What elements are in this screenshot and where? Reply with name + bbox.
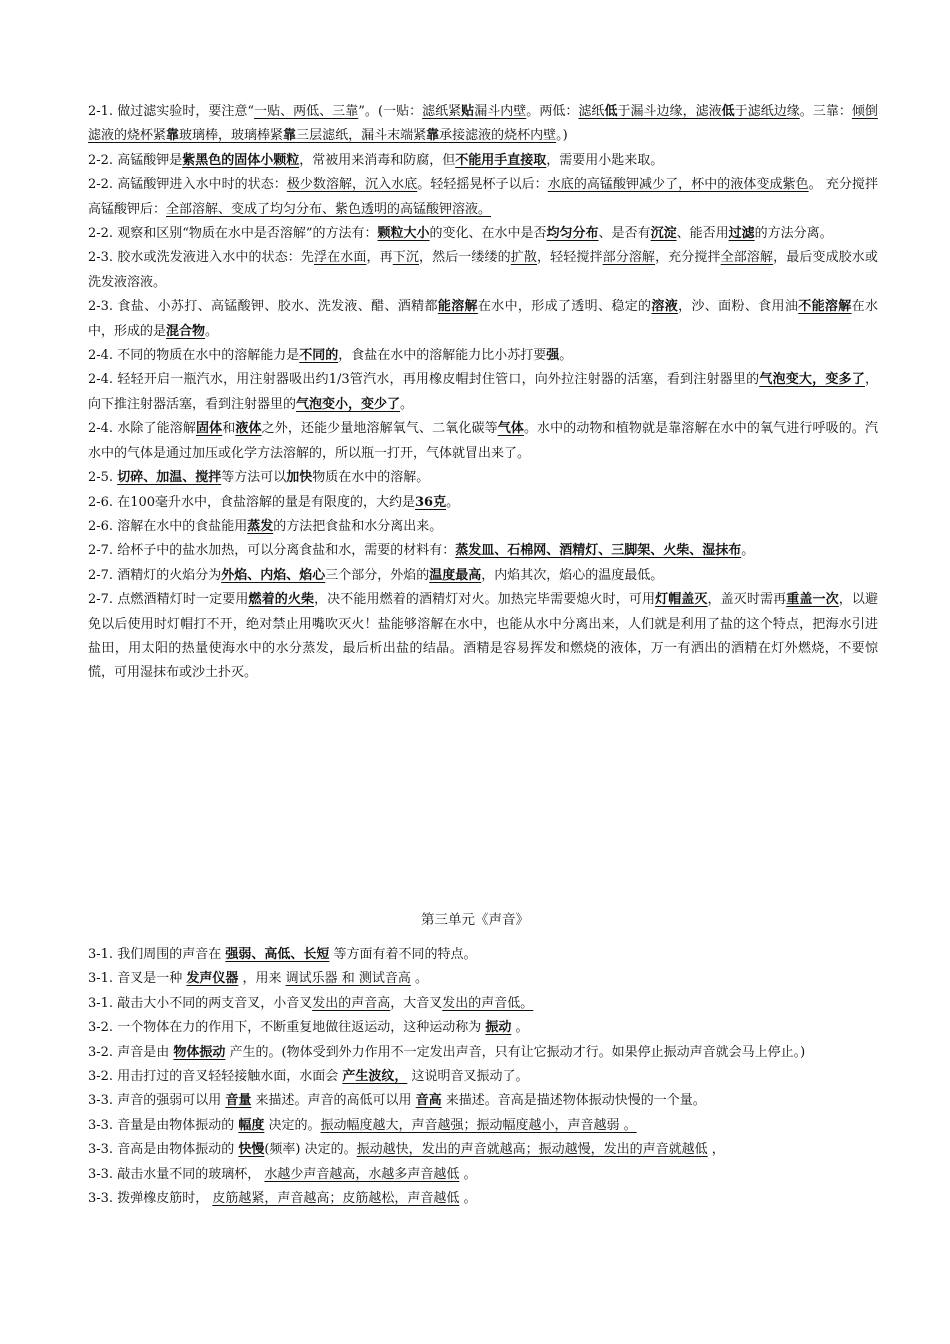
paragraph [88, 1065, 878, 1089]
unit3-section [88, 943, 878, 1211]
text-run: 3-3. 敲击水量不同的玻璃杯， [88, 1166, 265, 1182]
emphasized-text: 液体 [235, 421, 262, 437]
emphasized-text: 水越少声音越高，水越多声音越低 [264, 1166, 460, 1182]
text-run: 。三靠： [799, 104, 852, 119]
text-run: ，再 [366, 250, 393, 266]
text-run: 、是否有 [598, 226, 651, 242]
paragraph [88, 1016, 878, 1040]
text-run: 、能否用 [676, 226, 729, 242]
text-run: 2-5. [88, 470, 118, 486]
text-run: 3-3. 音高是由物体振动的 [88, 1142, 239, 1158]
text-run: 产生的。(物体受到外力作用不一定发出声音，只有让它振动才行。如果停止振动声音就会马上停止。) [225, 1044, 806, 1060]
text-run: 2-2. 高锰酸钾是 [88, 152, 183, 168]
emphasized-text: 物体振动 [173, 1044, 226, 1060]
paragraph [88, 246, 878, 295]
text-run: 2-1. 做过滤实验时，要注意“ [88, 104, 255, 119]
emphasized-text: 气体 [497, 421, 524, 437]
emphasized-text: 产生波纹， [342, 1069, 408, 1085]
text-run: 的变化、在水中是否 [429, 226, 547, 242]
emphasized-text: 蒸发 [247, 518, 274, 534]
text-run: ”。(一贴： [358, 104, 423, 119]
text-run: 。 [511, 1020, 529, 1036]
text-run: ，大音叉 [390, 995, 443, 1011]
emphasized-text: 温度最高 [429, 567, 482, 583]
paragraph [88, 1089, 878, 1113]
text-run: 3-2. 声音是由 [88, 1044, 174, 1060]
emphasized-text: 倾倒滤液的烧杯紧 [88, 104, 878, 144]
text-run: 。 [400, 396, 414, 412]
text-run: 2-4. 水除了能溶解 [88, 421, 197, 437]
emphasized-text: 于滤纸边缘 [734, 104, 800, 119]
text-run: 2-2. 观察和区别“物质在水中是否溶解”的方法有： [88, 226, 378, 242]
emphasized-text: 极少数溶解，沉入水底 [286, 177, 418, 193]
emphasized-text: 于漏斗边缘，滤液 [617, 104, 722, 119]
emphasized-text: 玻璃棒，玻璃棒紧 [179, 128, 284, 144]
text-run: ，然后一缕缕的 [418, 250, 511, 266]
text-run: 等方法可以 [221, 470, 287, 486]
text-run: 3-1. 我们周围的声音在 [88, 947, 226, 962]
text-run: ，决不能用燃着的酒精灯对火。加热完毕需要熄火时，可用 [314, 592, 656, 608]
paragraph [88, 515, 878, 539]
paragraph [88, 173, 878, 222]
paragraph [88, 588, 878, 686]
paragraph [88, 149, 878, 173]
emphasized-text: 强弱、高低、长短 [225, 947, 330, 962]
paragraph [88, 222, 878, 246]
emphasized-text: 振动幅度越大，声音越强；振动幅度越小，声音越弱 。 [320, 1117, 637, 1133]
emphasized-text: 重盖一次 [786, 592, 839, 608]
emphasized-text: 音高 [415, 1093, 442, 1109]
text-run: ，充分搅拌 [655, 250, 721, 266]
text-run: (频率) 决定的。 [264, 1142, 357, 1158]
text-run: 2-2. 高锰酸钾进入水中时的状态： [88, 177, 287, 193]
text-run: 。 [559, 348, 573, 364]
emphasized-text: 幅度 [238, 1117, 265, 1133]
text-run: 3-2. 用击打过的音叉轻轻接触水面，水面会 [88, 1069, 343, 1085]
emphasized-text: 滤纸紧 [422, 104, 462, 119]
text-run: 等方面有着不同的特点。 [329, 947, 477, 962]
paragraph [88, 1041, 878, 1065]
emphasized-text: 发出的声音高 [312, 995, 391, 1011]
text-run: 。 [446, 494, 460, 510]
text-run: ，盖灭时需再 [707, 592, 787, 608]
text-run: 3-3. 音量是由物体振动的 [88, 1117, 239, 1133]
text-run: 在水中，形成了透明、稳定的 [477, 299, 652, 315]
paragraph [88, 100, 878, 149]
emphasized-text: 音量 [225, 1093, 252, 1109]
emphasized-text: 快慢 [238, 1142, 265, 1158]
text-run: 。 充分搅拌高锰酸钾后： [88, 177, 878, 217]
emphasized-text: 强 [546, 348, 560, 364]
emphasized-text: 外焰、内焰、焰心 [221, 567, 326, 583]
text-run: 3-3. 声音的强弱可以用 [88, 1093, 226, 1109]
text-run: 。轻轻摇晃杯子以后： [417, 177, 548, 193]
paragraph [88, 1187, 878, 1211]
text-run: 3-1. 敲击大小不同的两支音叉，小音叉 [88, 995, 313, 1011]
text-run: 3-1. 音叉是一种 [88, 971, 187, 987]
text-run: ，向下推注射器活塞，看到注射器里的 [88, 372, 878, 412]
emphasized-text: 溶液 [651, 299, 679, 315]
text-run: 的方法把食盐和水分离出来。 [273, 518, 443, 534]
paragraph [88, 466, 878, 490]
emphasized-text: 36克 [415, 494, 447, 510]
emphasized-text: 不能用手直接取 [455, 152, 547, 168]
text-run: 。 [205, 323, 219, 339]
emphasized-text: 灯帽盖灭 [655, 592, 708, 608]
emphasized-text: 一贴、两低、三靠 [254, 104, 359, 119]
emphasized-text: 气泡变大，变多了 [759, 372, 865, 388]
emphasized-text: 均匀分布 [546, 226, 599, 242]
emphasized-text: 气泡变小，变少了 [296, 396, 401, 412]
text-run: 。 [741, 543, 755, 559]
text-run: 来描述。音高是描述物体振动快慢的一个量。 [441, 1093, 706, 1109]
emphasized-text: 调试乐器 和 测试音高 [285, 971, 411, 987]
text-run: 物质在水中的溶解。 [312, 470, 430, 486]
text-run: 2-4. 不同的物质在水中的溶解能力是 [88, 348, 300, 364]
emphasized-text: 过滤 [728, 226, 755, 242]
text-run: 。两低： [526, 104, 579, 119]
text-run: ，食盐在水中的溶解能力比小苏打要 [338, 348, 547, 364]
emphasized-text: 扩散 [510, 250, 538, 266]
unit2-section [88, 100, 878, 686]
emphasized-text: 滤纸 [578, 104, 605, 119]
emphasized-text: 三层滤纸，漏斗末端紧 [296, 128, 427, 144]
emphasized-text: 蒸发皿、石棉网、酒精灯、三脚架、火柴、湿抹布 [455, 543, 742, 559]
emphasized-text: 固体 [196, 421, 223, 437]
text-run: 3-2. 一个物体在力的作用下，不断重复地做往返运动，这种运动称为 [88, 1020, 486, 1036]
emphasized-text: 浮在水面 [314, 250, 367, 266]
emphasized-text: 不能溶解 [798, 299, 852, 315]
emphasized-text: 承接滤液的烧杯内壁 [439, 128, 557, 144]
text-run: 2-6. 溶解在水中的食盐能用 [88, 518, 248, 534]
paragraph [88, 368, 878, 417]
unit2-paragraphs [88, 100, 878, 686]
text-run: 2-6. 在100毫升水中，食盐溶解的量是有限度的，大约是 [88, 494, 416, 510]
emphasized-text: 颗粒大小 [377, 226, 430, 242]
paragraph [88, 1114, 878, 1138]
unit3-paragraphs [88, 943, 878, 1211]
text-run: 之外，还能少量地溶解氧气、二氧化碳等 [261, 421, 498, 437]
paragraph [88, 295, 878, 344]
emphasized-text: 发出的声音低。 [442, 995, 534, 1011]
text-run: 在水中，形成的是 [88, 299, 878, 339]
text-run: ，需要用小匙来取。 [546, 152, 664, 168]
emphasized-text: 靠 [283, 128, 297, 144]
text-run: 和 [222, 421, 236, 437]
text-run: 。水中的动物和植物就是靠溶解在水中的氧气进行呼吸的。汽水中的气体是通过加压或化学方法溶解的，所以瓶一打开，气体就冒出来了。 [88, 421, 878, 461]
emphasized-text: 振动越快，发出的声音就越高；振动越慢，发出的声音就越低 [356, 1142, 708, 1158]
text-run: ，轻轻搅拌 [537, 250, 603, 266]
emphasized-text: 下沉 [392, 250, 419, 266]
text-run: ，用来 [238, 971, 286, 987]
paragraph [88, 491, 878, 515]
emphasized-text: 贴 [461, 104, 475, 119]
text-run: 2-3. 食盐、小苏打、高锰酸钾、胶水、洗发液、醋、酒精都 [88, 299, 438, 315]
emphasized-text: 低 [721, 104, 735, 119]
text-run: 。 [459, 1166, 477, 1182]
emphasized-text: 发声仪器 [186, 971, 239, 987]
text-run: 三个部分，外焰的 [325, 567, 430, 583]
emphasized-text: 漏斗内壁 [474, 104, 527, 119]
paragraph [88, 992, 878, 1016]
text-run: ，沙、面粉、食用油 [678, 299, 799, 315]
emphasized-text: 低 [604, 104, 618, 119]
text-run: ， [707, 1142, 725, 1158]
paragraph [88, 967, 878, 991]
emphasized-text: 全部溶解、变成了均匀分布、紫色透明的高锰酸钾溶液。 [166, 201, 492, 217]
emphasized-text: 沉淀 [650, 226, 677, 242]
text-run: 来描述。声音的高低可以用 [251, 1093, 416, 1109]
text-run: 。 [459, 1191, 477, 1207]
text-run: ，最后变成胶水或洗发液溶液。 [88, 250, 878, 290]
emphasized-text: 加快 [286, 470, 313, 486]
paragraph [88, 1163, 878, 1187]
emphasized-text: 切碎、加温、搅拌 [117, 470, 222, 486]
text-run: ，内焰其次，焰心的温度最低。 [481, 567, 664, 583]
unit3-title: 第三单元《声音》 [421, 912, 529, 928]
emphasized-text: 靠 [166, 128, 180, 144]
emphasized-text: 水底的高锰酸钾减少了，杯中的液体变成紫色 [547, 177, 809, 193]
emphasized-text: 全部溶解 [720, 250, 774, 266]
text-run: 这说明音叉振动了。 [407, 1069, 529, 1085]
emphasized-text: 能溶解 [437, 299, 478, 315]
text-run: 2-7. 给杯子中的盐水加热，可以分离食盐和水，需要的材料有： [88, 543, 456, 559]
emphasized-text: 振动 [485, 1020, 512, 1036]
emphasized-text: 不同的 [299, 348, 339, 364]
paragraph [88, 417, 878, 466]
text-run: 2-4. 轻轻开启一瓶汽水，用注射器吸出约1/3管汽水，再用橡皮帽封住管口，向外拉注射器的活塞，看到注射器里的 [88, 372, 760, 388]
text-run: 决定的。 [264, 1117, 321, 1133]
text-run: 。) [556, 128, 568, 144]
text-run: ，常被用来消毒和防腐，但 [299, 152, 456, 168]
emphasized-text: 燃着的火柴 [248, 592, 315, 608]
paragraph [88, 344, 878, 368]
emphasized-text: 紫黑色的固体小颗粒 [182, 152, 300, 168]
emphasized-text: 靠 [426, 128, 440, 144]
paragraph [88, 1138, 878, 1162]
text-run: 2-7. 酒精灯的火焰分为 [88, 567, 222, 583]
emphasized-text: 皮筋越紧，声音越高；皮筋越松，声音越低 [212, 1191, 460, 1207]
emphasized-text: 混合物 [166, 323, 206, 339]
text-run: ，以避免以后使用时灯帽打不开，绝对禁止用嘴吹灭火！盐能够溶解在水中，也能从水中分离出来，人们就是利用了盐的这个特点，把海水引进盐田，用太阳的热量使海水中的水分蒸发，最后析出盐的结晶。酒精是容易挥发和燃烧的液体，万一有洒出的酒精在灯外燃烧，不要惊慌，可用湿抹布或沙土扑灭。 [88, 592, 878, 681]
emphasized-text: 部分溶解 [602, 250, 656, 266]
paragraph [88, 564, 878, 588]
text-run: 。 [410, 971, 429, 987]
paragraph [88, 539, 878, 563]
text-run: 3-3. 拨弹橡皮筋时， [88, 1191, 213, 1207]
paragraph [88, 943, 878, 967]
text-run: 2-7. 点燃酒精灯时一定要用 [88, 592, 249, 608]
text-run: 2-3. 胶水或洗发液进入水中的状态：先 [88, 250, 315, 266]
text-run: 的方法分离。 [754, 226, 833, 242]
